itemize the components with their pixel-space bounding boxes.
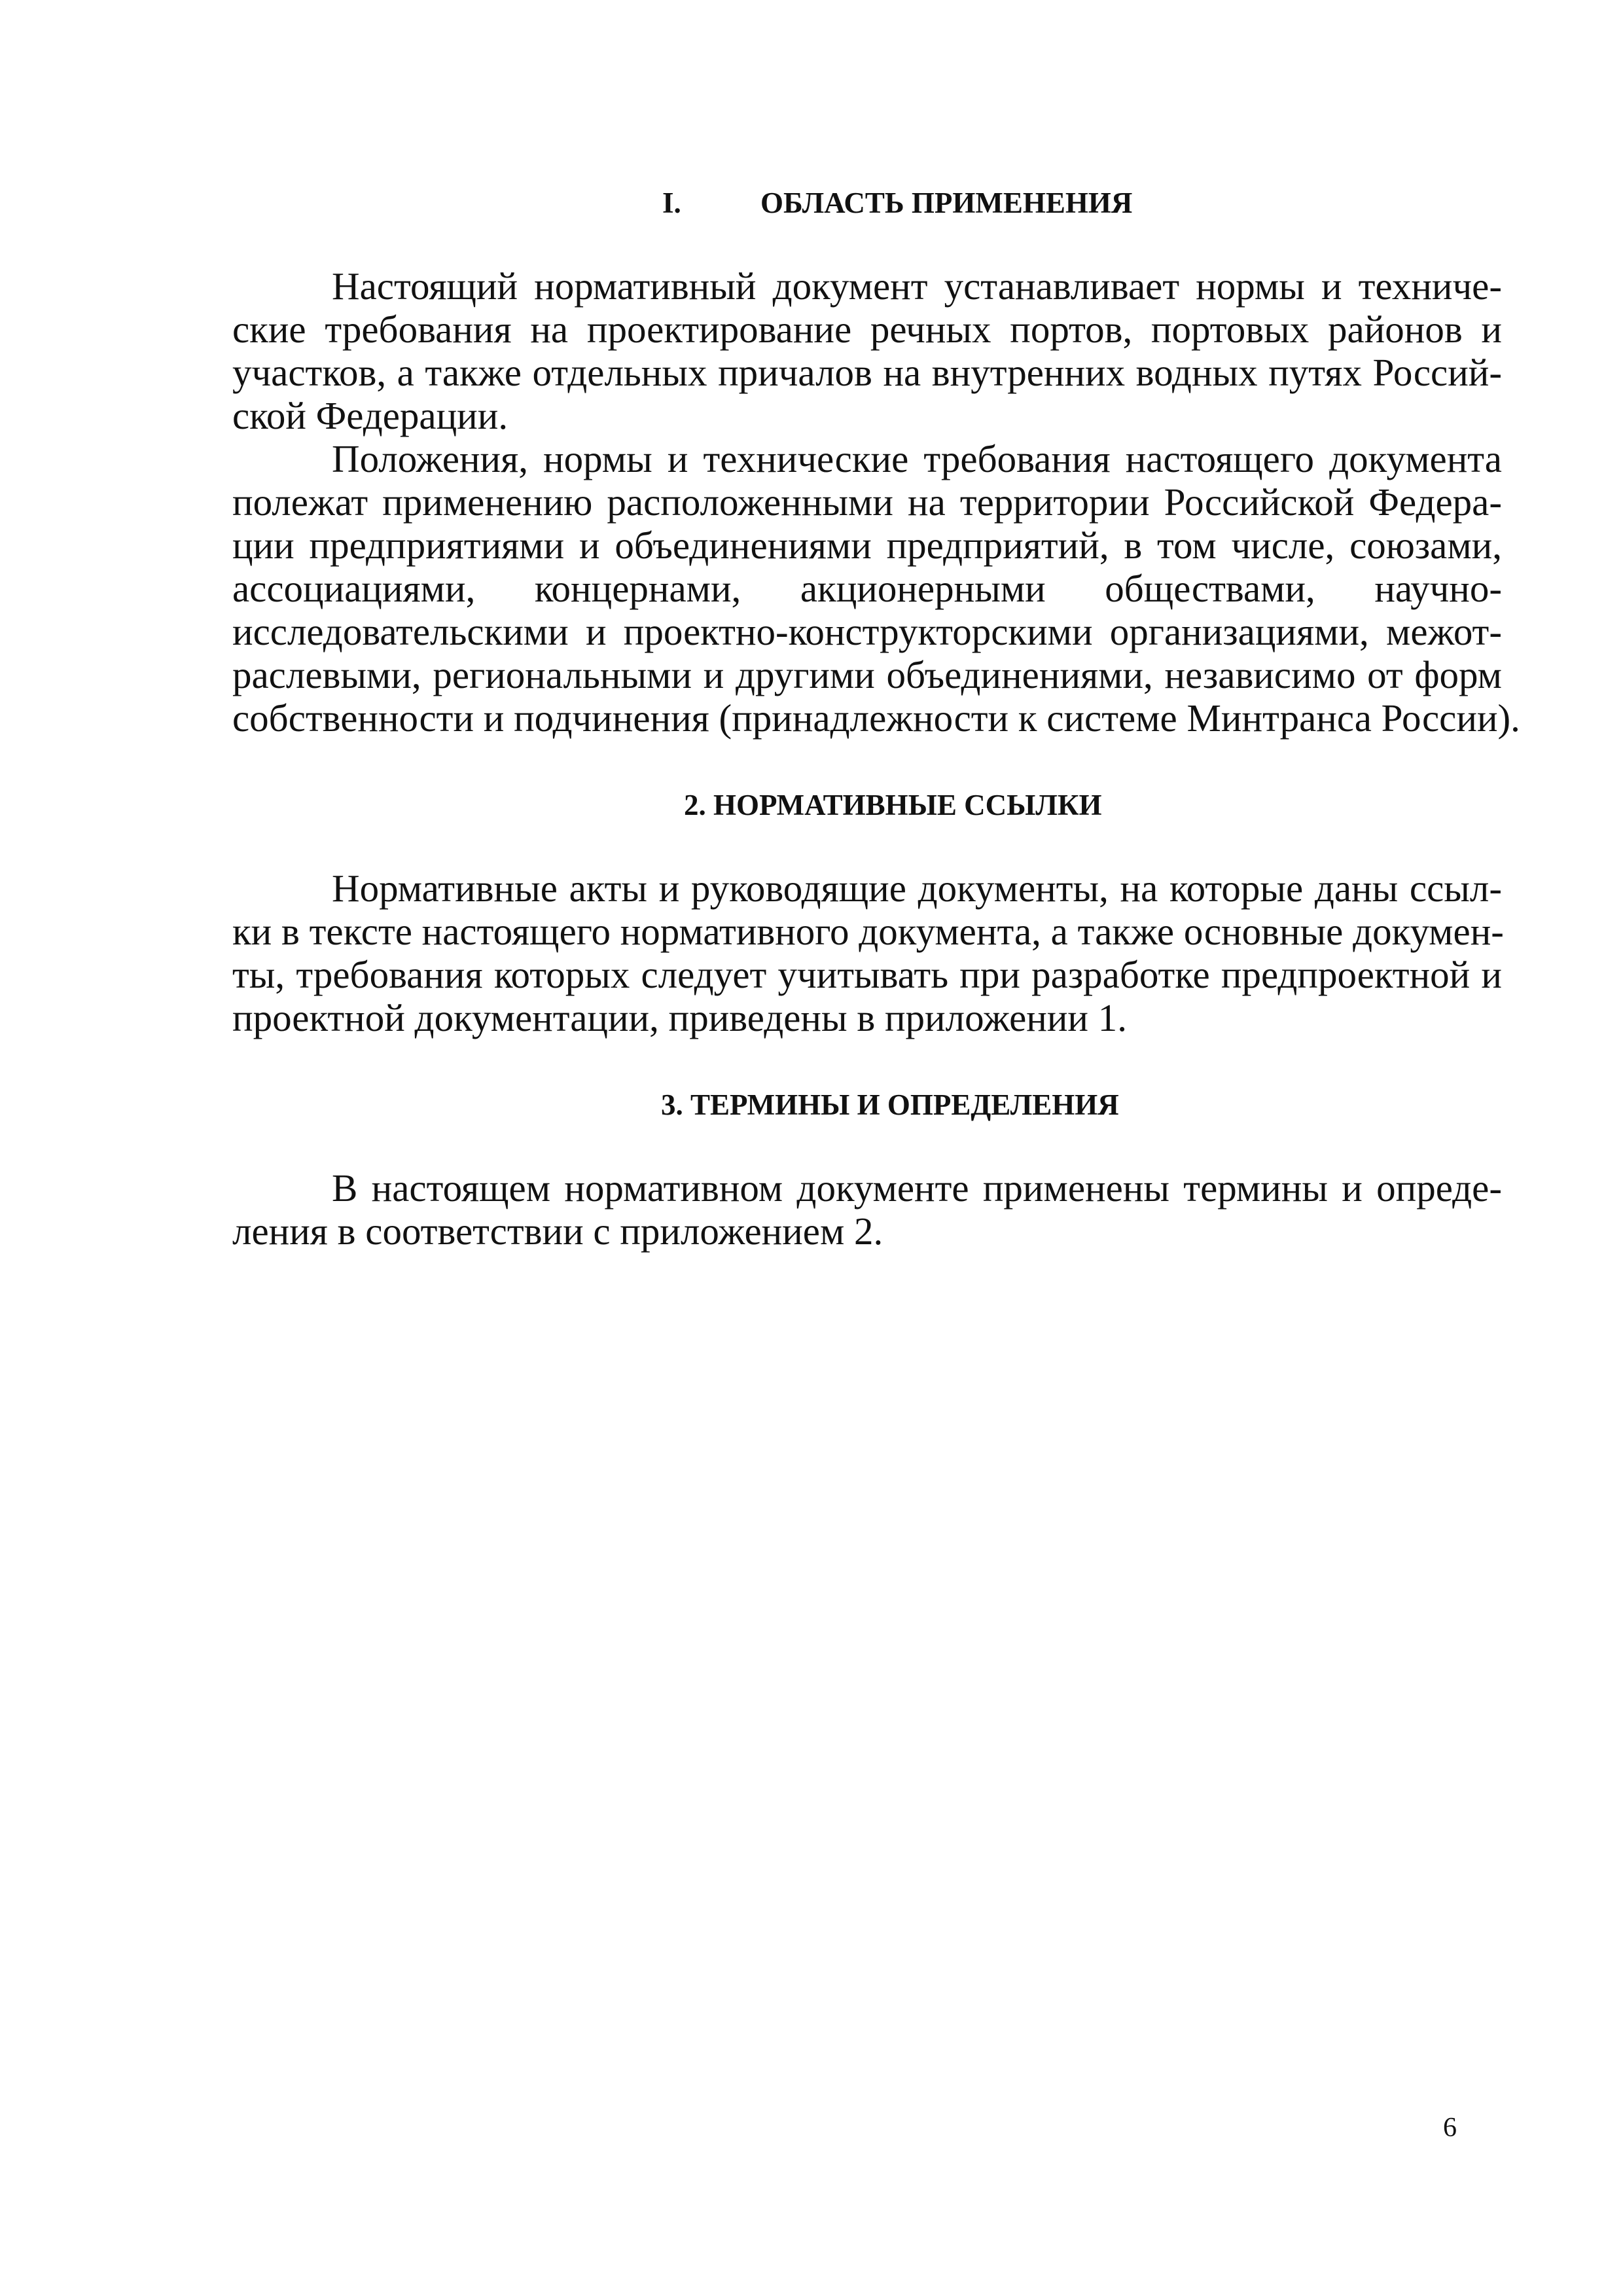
text-line: ские требования на проектирование речных портов, портовых районов и bbox=[232, 308, 1502, 351]
text-line: В настоящем нормативном документе применены термины и опреде- bbox=[332, 1166, 1502, 1210]
paragraph-scope-1 bbox=[232, 264, 1502, 437]
section-number: I. bbox=[662, 187, 681, 219]
text-line: Нормативные акты и руководящие документы, на которые даны ссыл- bbox=[332, 867, 1502, 910]
text-line: исследовательскими и проектно-конструкторскими организациями, межот- bbox=[232, 610, 1502, 653]
page-number: 6 bbox=[1443, 2113, 1457, 2143]
paragraph-scope-2 bbox=[232, 437, 1520, 740]
section-heading-scope bbox=[662, 183, 1502, 223]
text-line: участков, а также отдельных причалов на внутренних водных путях Россий- bbox=[232, 351, 1502, 394]
text-line: Положения, нормы и технические требования настоящего документа bbox=[332, 437, 1502, 480]
text-line: Настоящий нормативный документ устанавливает нормы и техниче- bbox=[332, 264, 1502, 308]
text-line: ты, требования которых следует учитывать при разработке предпроектной и bbox=[232, 953, 1502, 996]
paragraph-references bbox=[232, 867, 1502, 1039]
section-heading-references: 2. НОРМАТИВНЫЕ ССЫЛКИ bbox=[684, 789, 1102, 821]
text-line: ки в тексте настоящего нормативного документа, а также основные докумен- bbox=[232, 910, 1504, 953]
text-line: ления в соответствии с приложением 2. bbox=[232, 1210, 883, 1253]
section-heading-terms: 3. ТЕРМИНЫ И ОПРЕДЕЛЕНИЯ bbox=[661, 1088, 1119, 1121]
text-line: ции предприятиями и объединениями предприятий, в том числе, союзами, bbox=[232, 524, 1502, 567]
paragraph-terms bbox=[232, 1166, 1502, 1253]
text-line: ассоциациями, концернами, акционерными обществами, научно- bbox=[232, 567, 1502, 610]
document-body bbox=[232, 183, 1520, 1253]
text-line: раслевыми, региональными и другими объединениями, независимо от форм bbox=[232, 653, 1502, 696]
text-line: собственности и подчинения (принадлежности к системе Минтранса России). bbox=[232, 696, 1520, 740]
text-line: проектной документации, приведены в приложении 1. bbox=[232, 996, 1127, 1039]
text-line: полежат применению расположенными на территории Российской Федера- bbox=[232, 480, 1502, 524]
section-title: ОБЛАСТЬ ПРИМЕНЕНИЯ bbox=[760, 187, 1133, 219]
text-line: ской Федерации. bbox=[232, 394, 508, 437]
